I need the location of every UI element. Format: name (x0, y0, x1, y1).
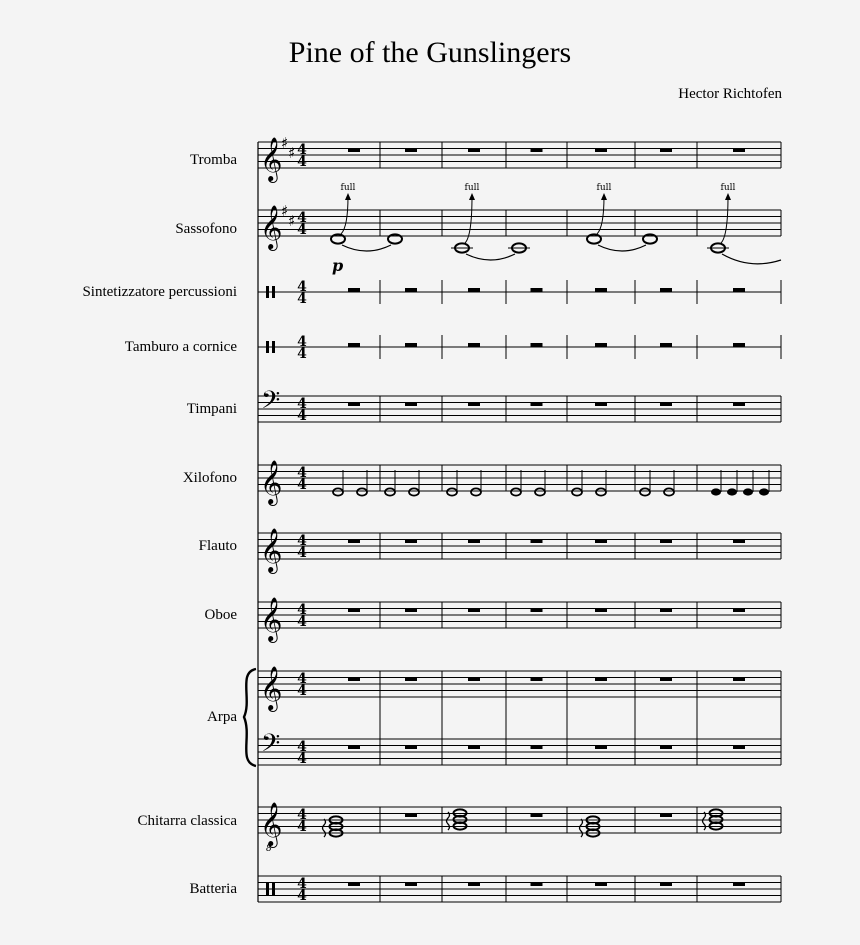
whole-rest (660, 540, 672, 544)
bend-arrowhead (725, 193, 731, 200)
bass-clef: 𝄢 (261, 386, 281, 421)
bend-arrowhead (601, 193, 607, 200)
whole-rest (733, 883, 745, 887)
instrument-label-frame-drum: Tamburo a cornice (124, 339, 237, 355)
whole-rest (531, 678, 543, 682)
whole-rest (595, 609, 607, 613)
tie (722, 254, 781, 264)
quarter-note (743, 488, 753, 495)
whole-rest (733, 149, 745, 153)
whole-rest (468, 609, 480, 613)
whole-rest (660, 288, 672, 292)
instrument-label-timpani: Timpani (186, 401, 237, 417)
key-sharp: ♯ (281, 134, 289, 152)
instrument-label-xilofono: Xilofono (182, 470, 237, 486)
treble-clef: 𝄞 (260, 460, 283, 504)
whole-rest (468, 540, 480, 544)
whole-rest (531, 814, 543, 818)
key-sharp: ♯ (288, 144, 296, 162)
whole-rest (595, 883, 607, 887)
whole-rest (405, 814, 417, 818)
time-signature-top: 4 (297, 533, 307, 549)
whole-rest (348, 288, 360, 292)
whole-rest (733, 343, 745, 347)
half-note (596, 488, 606, 495)
whole-rest (660, 609, 672, 613)
whole-rest (468, 149, 480, 153)
instrument-label-tromba: Tromba (190, 152, 237, 168)
time-signature-bottom: 4 (297, 346, 307, 362)
whole-rest (405, 746, 417, 750)
whole-rest (531, 149, 543, 153)
tie (466, 254, 515, 260)
whole-rest (405, 678, 417, 682)
time-signature-bottom: 4 (297, 477, 307, 493)
key-sharp: ♯ (288, 212, 296, 230)
treble-clef: 𝄞 (260, 802, 283, 846)
whole-rest (405, 540, 417, 544)
whole-rest (468, 746, 480, 750)
whole-rest (348, 403, 360, 407)
half-note (572, 488, 582, 495)
dynamic-marking: p (332, 256, 344, 275)
time-signature-top: 4 (297, 739, 307, 755)
whole-rest (405, 343, 417, 347)
percussion-clef (266, 286, 269, 298)
whole-rest (348, 678, 360, 682)
time-signature-bottom: 4 (297, 888, 307, 904)
whole-rest (348, 609, 360, 613)
half-note (535, 488, 545, 495)
time-signature-top: 4 (297, 876, 307, 892)
treble-clef: 𝄞 (260, 528, 283, 572)
octave-mark: 8 (266, 844, 272, 854)
bend-label: full (464, 183, 480, 193)
quarter-note (711, 488, 721, 495)
arpeggio-mark (703, 812, 706, 830)
time-signature-bottom: 4 (297, 408, 307, 424)
whole-rest (468, 288, 480, 292)
whole-rest (468, 883, 480, 887)
whole-rest (405, 288, 417, 292)
whole-rest (348, 149, 360, 153)
time-signature-bottom: 4 (297, 751, 307, 767)
whole-rest (660, 883, 672, 887)
whole-rest (531, 540, 543, 544)
whole-rest (405, 609, 417, 613)
time-signature-top: 4 (297, 334, 307, 350)
whole-rest (405, 883, 417, 887)
whole-rest (733, 746, 745, 750)
time-signature-top: 4 (297, 465, 307, 481)
half-note (333, 488, 343, 495)
tie (342, 245, 391, 251)
treble-clef: 𝄞 (260, 205, 283, 249)
whole-rest (531, 403, 543, 407)
time-signature-bottom: 4 (297, 614, 307, 630)
half-note (511, 488, 521, 495)
percussion-clef (272, 286, 275, 298)
arpeggio-mark (447, 812, 450, 830)
time-signature-bottom: 4 (297, 683, 307, 699)
whole-rest (468, 343, 480, 347)
whole-rest (468, 678, 480, 682)
whole-rest (733, 678, 745, 682)
time-signature-bottom: 4 (297, 291, 307, 307)
treble-clef: 𝄞 (260, 666, 283, 710)
composer-name: Hector Richtofen (678, 86, 782, 102)
arpeggio-mark (323, 819, 326, 837)
instrument-label-batteria: Batteria (189, 881, 237, 897)
whole-rest (531, 746, 543, 750)
whole-rest (733, 540, 745, 544)
whole-rest (348, 343, 360, 347)
bend-arrow (597, 196, 604, 234)
instrument-label-flauto: Flauto (198, 538, 237, 554)
whole-rest (405, 403, 417, 407)
time-signature-top: 4 (297, 279, 307, 295)
half-note (471, 488, 481, 495)
instrument-label-oboe: Oboe (204, 607, 237, 623)
whole-rest (595, 540, 607, 544)
percussion-clef (272, 883, 275, 896)
time-signature-top: 4 (297, 807, 307, 823)
time-signature-top: 4 (297, 671, 307, 687)
whole-rest (468, 403, 480, 407)
whole-rest (733, 288, 745, 292)
half-note (447, 488, 457, 495)
bend-arrowhead (469, 193, 475, 200)
bend-label: full (720, 183, 736, 193)
half-note (664, 488, 674, 495)
whole-rest (531, 288, 543, 292)
half-note (385, 488, 395, 495)
whole-rest (660, 814, 672, 818)
half-note (357, 488, 367, 495)
half-note (640, 488, 650, 495)
bass-clef: 𝄢 (261, 729, 281, 764)
bend-arrowhead (345, 193, 351, 200)
bend-label: full (596, 183, 612, 193)
whole-rest (595, 746, 607, 750)
half-note (409, 488, 419, 495)
instrument-label-synth-percussion: Sintetizzatore percussioni (82, 284, 237, 300)
whole-rest (660, 403, 672, 407)
time-signature-bottom: 4 (297, 545, 307, 561)
whole-rest (733, 609, 745, 613)
quarter-note (727, 488, 737, 495)
percussion-clef (272, 341, 275, 353)
whole-rest (348, 883, 360, 887)
instrument-label-arpa: Arpa (207, 709, 237, 725)
time-signature-top: 4 (297, 210, 307, 226)
whole-rest (531, 609, 543, 613)
time-signature-bottom: 4 (297, 819, 307, 835)
time-signature-bottom: 4 (297, 154, 307, 170)
whole-rest (660, 149, 672, 153)
whole-rest (595, 678, 607, 682)
treble-clef: 𝄞 (260, 137, 283, 181)
time-signature-top: 4 (297, 396, 307, 412)
whole-rest (733, 403, 745, 407)
time-signature-top: 4 (297, 602, 307, 618)
whole-rest (660, 678, 672, 682)
bend-arrow (341, 196, 348, 234)
arpeggio-mark (580, 819, 583, 837)
whole-rest (405, 149, 417, 153)
tie (598, 245, 646, 251)
bend-label: full (340, 183, 356, 193)
percussion-clef (266, 883, 269, 896)
whole-rest (595, 343, 607, 347)
instrument-label-chitarra: Chitarra classica (137, 813, 237, 829)
whole-rest (531, 343, 543, 347)
instrument-label-sassofono: Sassofono (175, 221, 237, 237)
whole-rest (595, 288, 607, 292)
quarter-note (759, 488, 769, 495)
whole-rest (595, 149, 607, 153)
whole-rest (660, 746, 672, 750)
key-sharp: ♯ (281, 202, 289, 220)
whole-rest (595, 403, 607, 407)
time-signature-top: 4 (297, 142, 307, 158)
arpa-brace (244, 669, 256, 766)
score-title: Pine of the Gunslingers (288, 36, 572, 69)
time-signature-bottom: 4 (297, 222, 307, 238)
whole-rest (348, 540, 360, 544)
whole-rest (660, 343, 672, 347)
treble-clef: 𝄞 (260, 597, 283, 641)
whole-rest (531, 883, 543, 887)
percussion-clef (266, 341, 269, 353)
whole-rest (348, 746, 360, 750)
